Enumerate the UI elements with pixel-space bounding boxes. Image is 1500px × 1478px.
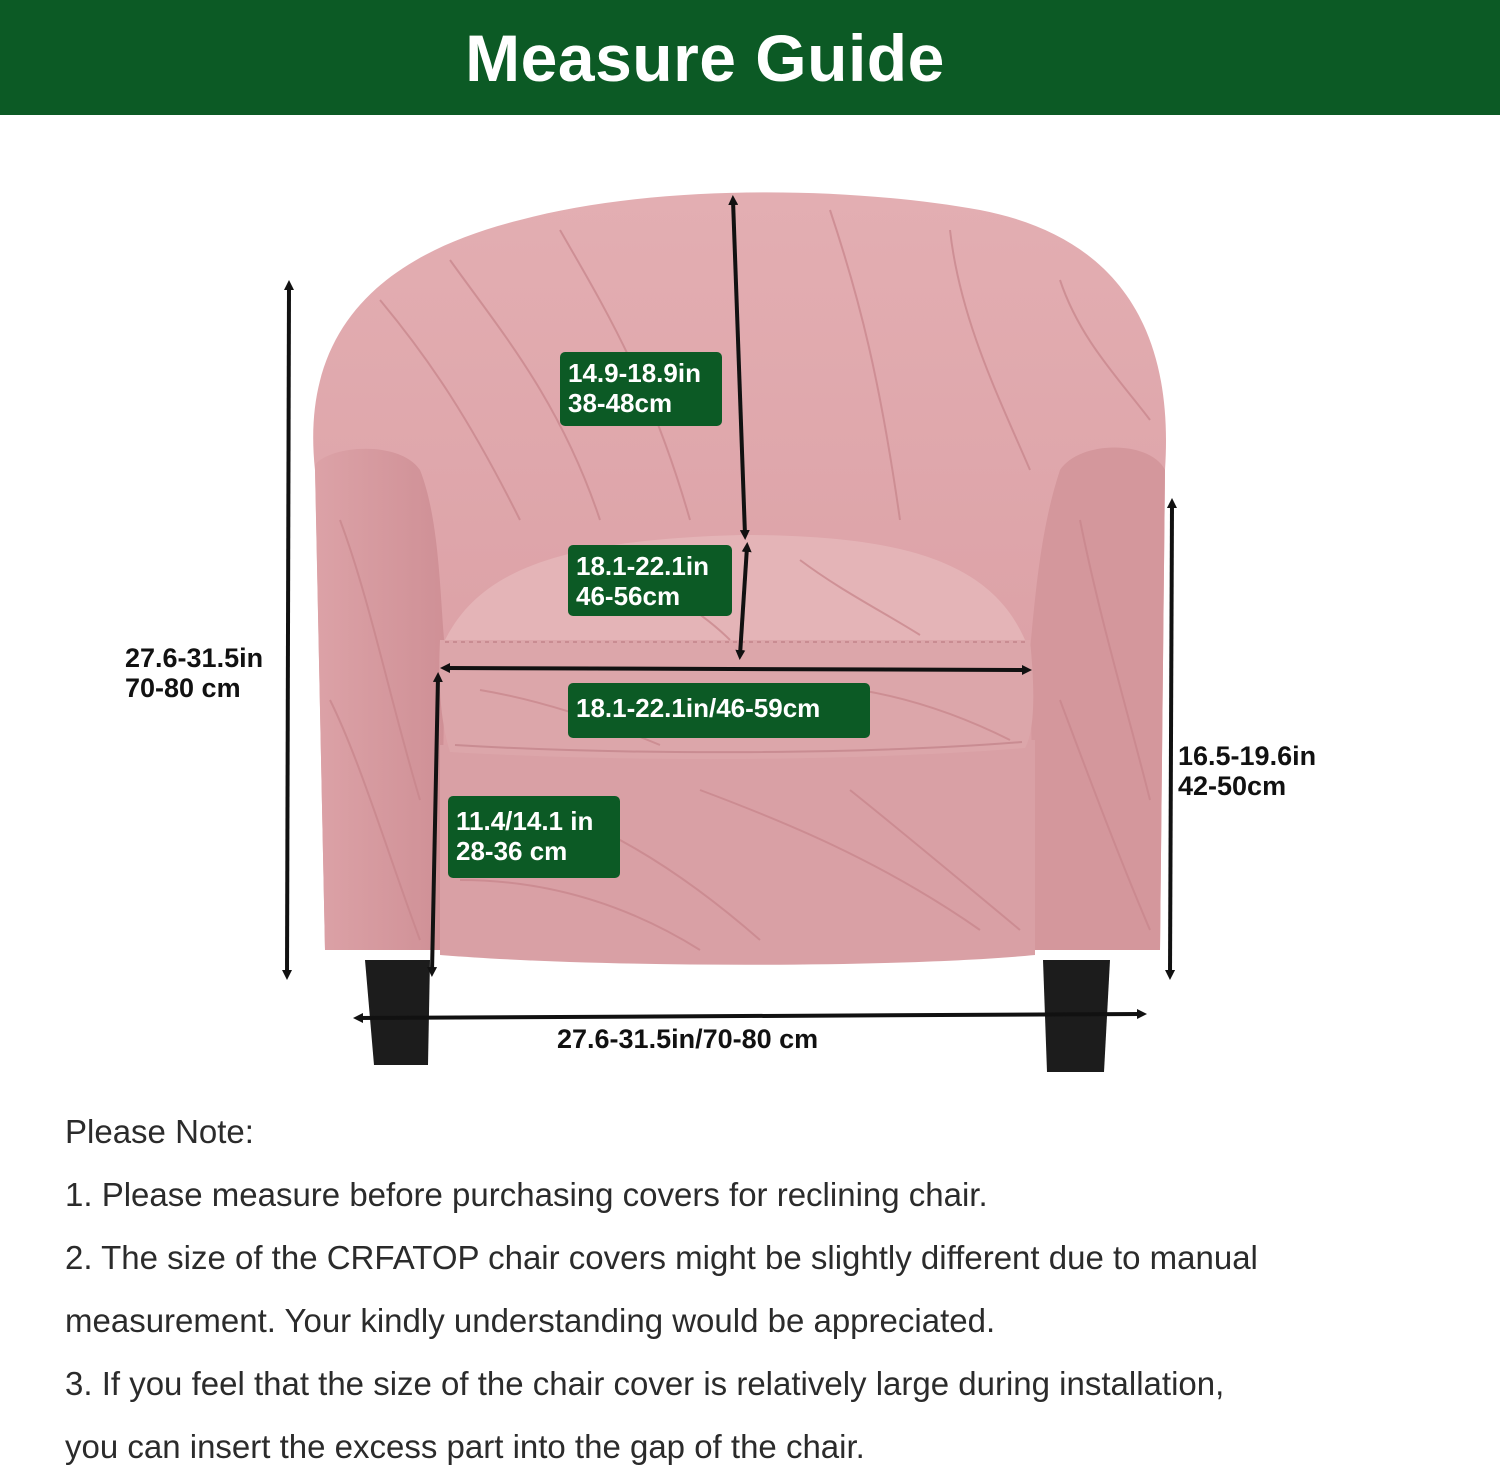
chair-arm-left <box>315 449 445 950</box>
header-banner <box>0 0 1500 115</box>
arrow-arm-height <box>1170 503 1172 975</box>
notes-section <box>65 1100 1465 1478</box>
total-width-text: 27.6-31.5in/70-80 cm <box>557 1024 819 1054</box>
arm-height-label <box>1178 741 1316 801</box>
note-1: 1. Please measure before purchasing covers for reclining chair. <box>65 1176 988 1213</box>
arrow-total-width <box>358 1014 1142 1018</box>
back-height-badge <box>560 352 722 426</box>
arrow-seat-width <box>445 668 1027 670</box>
note-3-line-a: 3. If you feel that the size of the chair cover is relatively large during installation, <box>65 1365 1225 1402</box>
total-height-in: 27.6-31.5in <box>125 643 264 673</box>
chair-arm-right <box>1030 448 1165 951</box>
arrow-total-height <box>287 285 289 975</box>
arm-height-cm: 42-50cm <box>1178 771 1287 801</box>
seat-height-in: 11.4/14.1 in <box>456 806 594 836</box>
notes-heading: Please Note: <box>65 1113 254 1150</box>
total-width-label <box>557 1024 818 1054</box>
page-title: Measure Guide <box>465 20 945 95</box>
seat-depth-badge <box>568 545 732 616</box>
note-2-line-a: 2. The size of the CRFATOP chair covers might be slightly different due to manual <box>65 1239 1258 1276</box>
seat-height-badge <box>448 796 620 878</box>
seat-width-text: 18.1-22.1in/46-59cm <box>576 693 821 723</box>
back-height-in: 14.9-18.9in <box>568 358 701 388</box>
chair-leg-left <box>365 960 430 1065</box>
arm-height-in: 16.5-19.6in <box>1178 741 1317 771</box>
seat-height-cm: 28-36 cm <box>456 836 568 866</box>
note-3-line-b: you can insert the excess part into the gap of the chair. <box>65 1428 865 1465</box>
seat-depth-cm: 46-56cm <box>576 581 681 611</box>
note-2-line-b: measurement. Your kindly understanding would be appreciated. <box>65 1302 996 1339</box>
seat-width-badge <box>568 683 870 738</box>
back-height-cm: 38-48cm <box>568 388 673 418</box>
chair-illustration <box>0 115 1500 1095</box>
total-height-label <box>125 643 263 703</box>
seat-depth-in: 18.1-22.1in <box>576 551 709 581</box>
total-height-cm: 70-80 cm <box>125 673 241 703</box>
